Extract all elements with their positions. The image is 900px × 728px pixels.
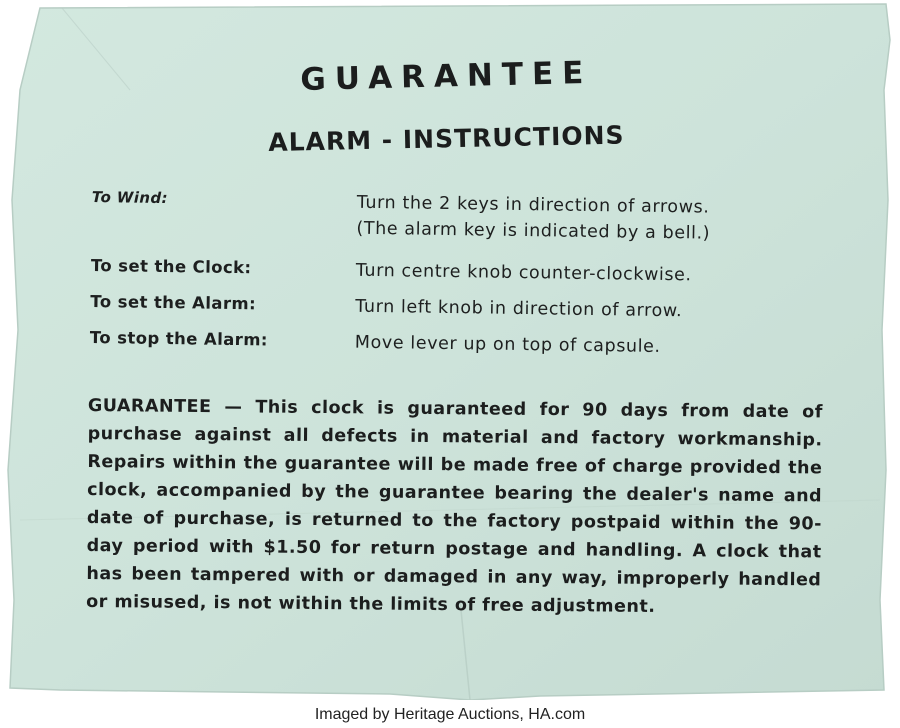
- guarantee-paragraph: GUARANTEE — This clock is guaranteed for 90 days from date of purchase against all defects in material and factory workmanship. Repairs within the guarantee will be made free of charge provided the clock, accompanied by the guarantee bearing the dealer's name and date of purchase, is returned to the factory postpaid within the 90-day period with $1.50 for return postage and handling. A clock that has been tampered with or damaged in any way, improperly handled or misused, is not within the limits of free adjustment.: [86, 395, 823, 617]
- instruction-text: Turn centre knob counter-clockwise.: [355, 260, 692, 286]
- document-subtitle: ALARM - INSTRUCTIONS: [268, 120, 625, 157]
- instruction-label: To stop the Alarm:: [89, 327, 269, 350]
- instruction-label: To set the Alarm:: [90, 291, 257, 314]
- instruction-text: Turn the 2 keys in direction of arrows. (The alarm key is indicated by a bell.): [356, 192, 711, 244]
- instructions-list: [90, 186, 832, 372]
- instruction-text: Turn left knob in direction of arrow.: [355, 296, 683, 322]
- instruction-row-wind: [91, 186, 832, 264]
- instruction-label: To Wind:: [91, 187, 169, 208]
- instruction-text: Move lever up on top of capsule.: [354, 332, 661, 357]
- instruction-label: To set the Clock:: [90, 255, 252, 278]
- image-credit: Imaged by Heritage Auctions, HA.com: [314, 706, 586, 723]
- document-title: GUARANTEE: [300, 54, 593, 98]
